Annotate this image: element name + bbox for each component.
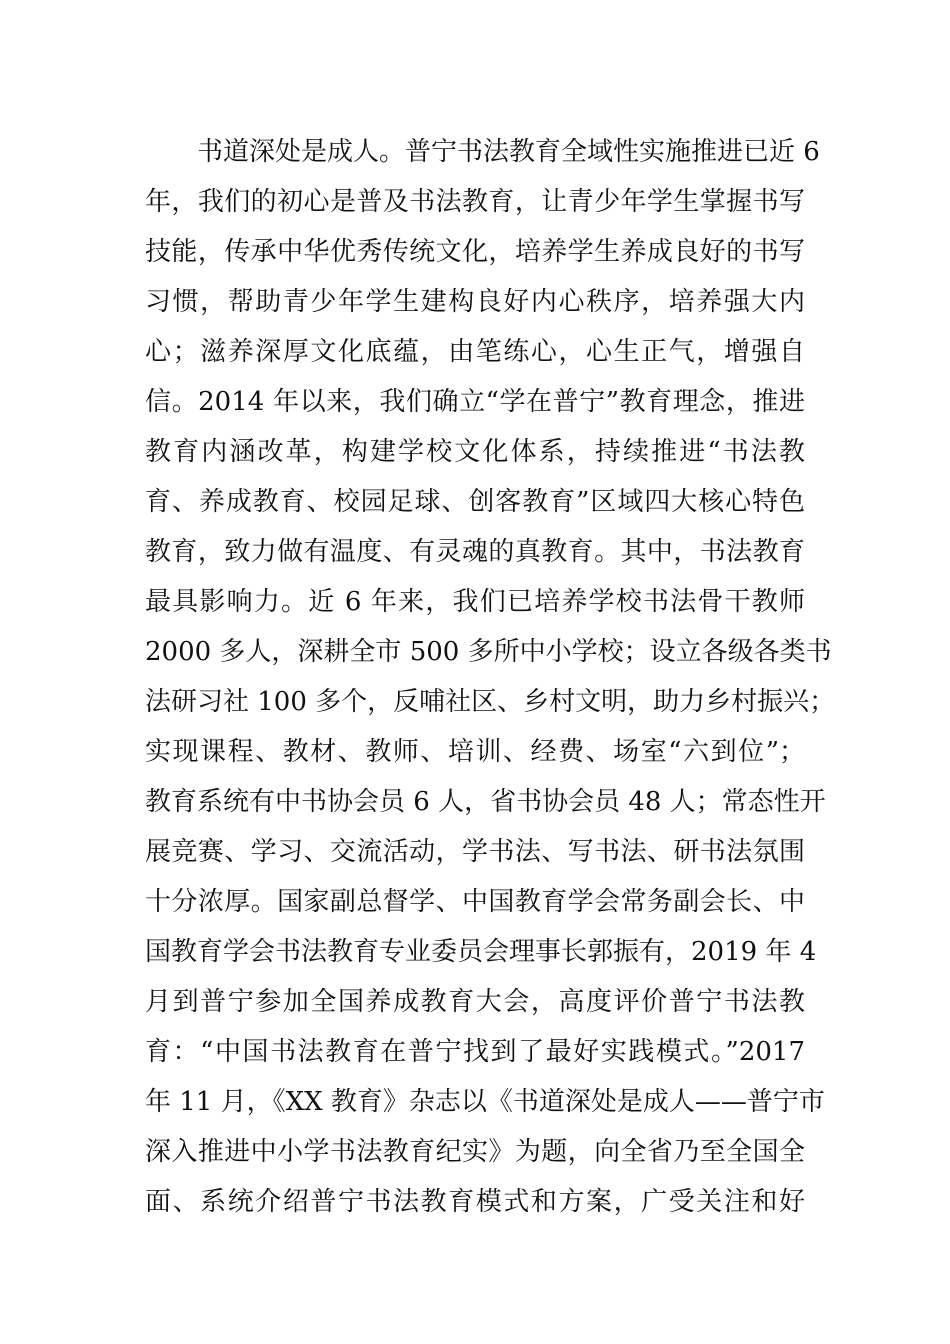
paragraph-line: 习惯，帮助青少年学生建构良好内心秩序，培养强大内 <box>145 287 805 317</box>
paragraph-line: 育、养成教育、校园足球、创客教育”区域四大核心特色 <box>145 487 805 517</box>
paragraph-line: 面、系统介绍普宁书法教育模式和方案，广受关注和好 <box>145 1187 805 1217</box>
paragraph-line: 2000 多人，深耕全市 500 多所中小学校；设立各级各类书 <box>145 637 832 667</box>
paragraph-line: 心；滋养深厚文化底蕴，由笔练心，心生正气，增强自 <box>145 337 805 367</box>
paragraph-line: 十分浓厚。国家副总督学、中国教育学会常务副会长、中 <box>145 887 805 917</box>
paragraph-line: 深入推进中小学书法教育纪实》为题，向全省乃至全国全 <box>145 1137 805 1167</box>
paragraph-line: 书道深处是成人。普宁书法教育全域性实施推进已近 6 <box>197 137 820 167</box>
paragraph-line: 展竞赛、学习、交流活动，学书法、写书法、研书法氛围 <box>145 837 805 867</box>
paragraph-line: 年 11 月，《XX 教育》杂志以《书道深处是成人——普宁市 <box>145 1087 825 1117</box>
paragraph-line: 国教育学会书法教育专业委员会理事长郭振有，2019 年 4 <box>145 937 817 967</box>
paragraph-line: 教育，致力做有温度、有灵魂的真教育。其中，书法教育 <box>145 537 805 567</box>
paragraph-line: 技能，传承中华优秀传统文化，培养学生养成良好的书写 <box>145 237 805 267</box>
paragraph-line: 育：“中国书法教育在普宁找到了最好实践模式。”2017 <box>145 1037 805 1067</box>
paragraph-line: 月到普宁参加全国养成教育大会，高度评价普宁书法教 <box>145 987 805 1017</box>
paragraph-line: 法研习社 100 多个，反哺社区、乡村文明，助力乡村振兴； <box>145 687 836 717</box>
paragraph-line: 年，我们的初心是普及书法教育，让青少年学生掌握书写 <box>145 187 805 217</box>
paragraph-line: 实现课程、教材、教师、培训、经费、场室“六到位”； <box>145 737 805 767</box>
paragraph-line: 最具影响力。近 6 年来，我们已培养学校书法骨干教师 <box>145 587 805 617</box>
paragraph-line: 信。2014 年以来，我们确立“学在普宁”教育理念，推进 <box>145 387 805 417</box>
paragraph-line: 教育内涵改革，构建学校文化体系，持续推进“书法教 <box>145 437 805 467</box>
paragraph-line: 教育系统有中书协会员 6 人，省书协会员 48 人；常态性开 <box>145 787 826 817</box>
